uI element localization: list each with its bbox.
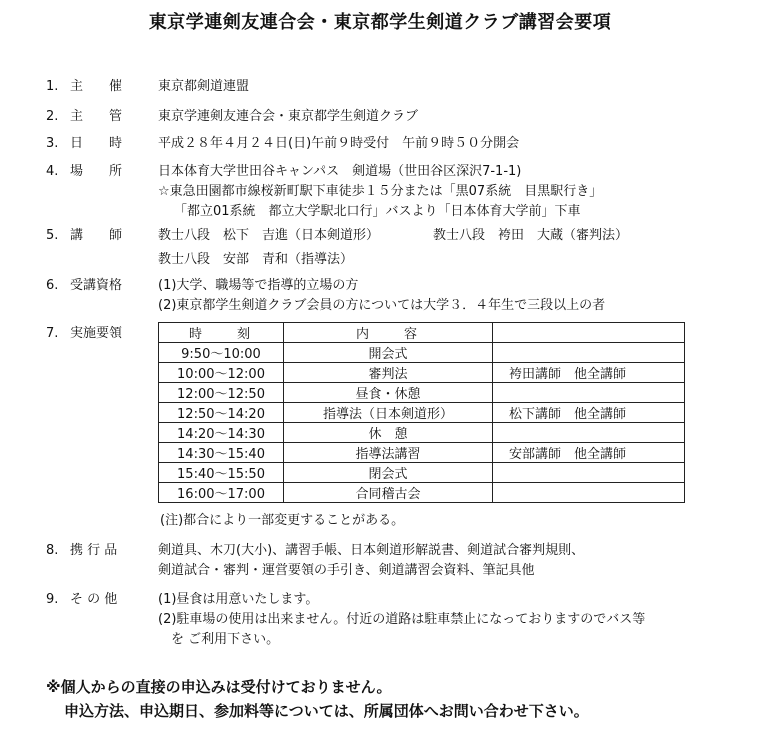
schedule-lecturer bbox=[493, 343, 685, 363]
schedule-content: 指導法講習 bbox=[284, 443, 493, 463]
item-text: 平成２８年４月２４日(日)午前９時受付 午前９時５０分開会 bbox=[158, 136, 520, 151]
venue-name: 日本体育大学世田谷キャンパス 剣道場（世田谷区深沢7-1-1) bbox=[158, 164, 522, 179]
schedule-time: 16:00～17:00 bbox=[159, 483, 284, 503]
item-number: 8. bbox=[46, 543, 59, 558]
item-number: 1. bbox=[46, 79, 59, 94]
schedule-header-lecturer bbox=[493, 323, 685, 343]
schedule-lecturer bbox=[493, 483, 685, 503]
schedule-content: 昼食・休憩 bbox=[284, 383, 493, 403]
schedule-lecturer bbox=[493, 423, 685, 443]
table-row bbox=[159, 423, 685, 443]
item-label: 主 催 bbox=[70, 79, 123, 94]
item-label: 場 所 bbox=[70, 164, 123, 179]
schedule-note: (注)都合により一部変更することがある。 bbox=[160, 513, 405, 528]
schedule-table bbox=[158, 322, 685, 503]
schedule-lecturer bbox=[493, 463, 685, 483]
lecturer-1: 教士八段 松下 吉進（日本剣道形） bbox=[158, 228, 380, 243]
belongings-1: 剣道具、木刀(大小)、講習手帳、日本剣道形解説書、剣道試合審判規則、 bbox=[158, 543, 585, 558]
item-label: 講 師 bbox=[70, 228, 123, 243]
schedule-header-time: 時 刻 bbox=[159, 323, 284, 343]
document-title: 東京学連剣友連合会・東京都学生剣道クラブ講習会要項 bbox=[148, 12, 612, 33]
item-number: 5. bbox=[46, 228, 59, 243]
item-number: 6. bbox=[46, 278, 59, 293]
table-row bbox=[159, 343, 685, 363]
venue-access-2: 「都立01系統 都立大学駅北口行」バスより「日本体育大学前」下車 bbox=[174, 204, 581, 219]
item-label: 日 時 bbox=[70, 136, 123, 151]
schedule-time: 15:40～15:50 bbox=[159, 463, 284, 483]
schedule-header-content: 内 容 bbox=[284, 323, 493, 343]
table-row bbox=[159, 463, 685, 483]
other-2: (2)駐車場の使用は出来ません。付近の道路は駐車禁止になっておりますのでバス等 bbox=[158, 612, 646, 627]
schedule-time: 14:30～15:40 bbox=[159, 443, 284, 463]
item-label: 実施要領 bbox=[70, 326, 123, 341]
schedule-time: 12:00～12:50 bbox=[159, 383, 284, 403]
item-label: 受講資格 bbox=[70, 278, 123, 293]
item-label: 携 行 品 bbox=[70, 543, 118, 558]
footer-notice-2: 申込方法、申込期日、参加料等については、所属団体へお問い合わせ下さい。 bbox=[64, 702, 589, 720]
table-row bbox=[159, 403, 685, 423]
schedule-lecturer: 松下講師 他全講師 bbox=[493, 403, 685, 423]
schedule-content: 指導法（日本剣道形） bbox=[284, 403, 493, 423]
schedule-time: 9:50～10:00 bbox=[159, 343, 284, 363]
item-number: 3. bbox=[46, 136, 59, 151]
schedule-lecturer: 袴田講師 他全講師 bbox=[493, 363, 685, 383]
venue-access-1: ☆東急田園都市線桜新町駅下車徒歩１５分または「黒07系統 目黒駅行き」 bbox=[158, 184, 603, 199]
schedule-content: 休 憩 bbox=[284, 423, 493, 443]
eligibility-2: (2)東京都学生剣道クラブ会員の方については大学３．４年生で三段以上の者 bbox=[158, 298, 606, 313]
schedule-content: 開会式 bbox=[284, 343, 493, 363]
other-1: (1)昼食は用意いたします。 bbox=[158, 592, 319, 607]
table-row bbox=[159, 443, 685, 463]
schedule-content: 審判法 bbox=[284, 363, 493, 383]
belongings-2: 剣道試合・審判・運営要領の手引き、剣道講習会資料、筆記具他 bbox=[158, 563, 535, 578]
eligibility-1: (1)大学、職場等で指導的立場の方 bbox=[158, 278, 359, 293]
table-row bbox=[159, 363, 685, 383]
schedule-time: 14:20～14:30 bbox=[159, 423, 284, 443]
schedule-time: 12:50～14:20 bbox=[159, 403, 284, 423]
item-number: 4. bbox=[46, 164, 59, 179]
table-row bbox=[159, 383, 685, 403]
item-number: 7. bbox=[46, 326, 59, 341]
item-label: そ の 他 bbox=[70, 592, 118, 607]
item-number: 2. bbox=[46, 109, 59, 124]
footer-notice-1: ※個人からの直接の申込みは受付けておりません。 bbox=[46, 678, 392, 696]
table-row bbox=[159, 483, 685, 503]
schedule-header-row bbox=[159, 323, 685, 343]
schedule-lecturer: 安部講師 他全講師 bbox=[493, 443, 685, 463]
other-3: を ご利用下さい。 bbox=[158, 632, 280, 647]
item-text: 東京学連剣友連合会・東京都学生剣道クラブ bbox=[158, 109, 419, 124]
schedule-content: 合同稽古会 bbox=[284, 483, 493, 503]
schedule-time: 10:00～12:00 bbox=[159, 363, 284, 383]
lecturer-3: 教士八段 安部 青和（指導法） bbox=[158, 252, 354, 267]
schedule-lecturer bbox=[493, 383, 685, 403]
item-label: 主 管 bbox=[70, 109, 123, 124]
lecturer-2: 教士八段 袴田 大蔵（審判法） bbox=[433, 228, 629, 243]
schedule-content: 閉会式 bbox=[284, 463, 493, 483]
item-text: 東京都剣道連盟 bbox=[158, 79, 250, 94]
item-number: 9. bbox=[46, 592, 59, 607]
